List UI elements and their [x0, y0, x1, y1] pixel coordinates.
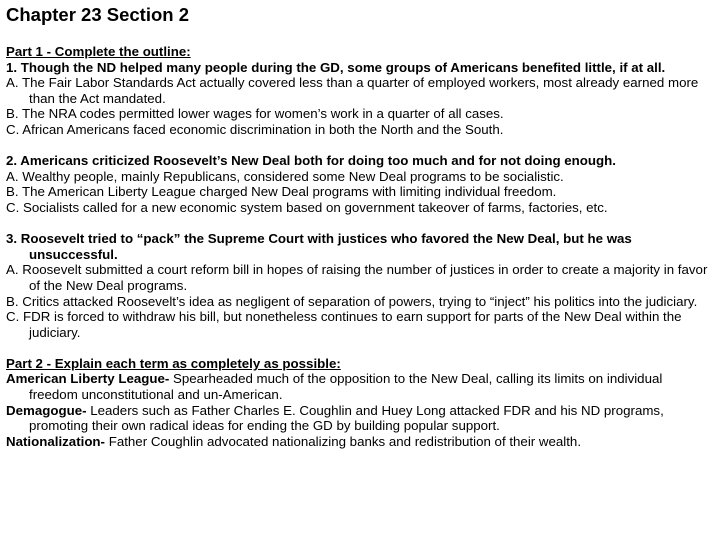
term-entry — [6, 434, 714, 450]
outline-sub-point: A. Wealthy people, mainly Republicans, considered some New Deal programs to be socialistic. — [6, 168, 564, 184]
page-title: Chapter 23 Section 2 — [6, 4, 190, 25]
outline-sub-point: B. The NRA codes permitted lower wages for women’s work in a quarter of all cases. — [6, 106, 504, 122]
part2-heading: Part 2 - Explain each term as completely as possible: — [6, 355, 341, 371]
term-entry — [6, 371, 714, 402]
outline-sub-point: B. Critics attacked Roosevelt’s idea as negligent of separation of powers, trying to “inject” his politics into the judiciary. — [6, 293, 698, 309]
outline-sub-point: C. FDR is forced to withdraw his bill, but nonetheless continues to earn support for parts of the New Deal within the judiciary. — [6, 309, 682, 340]
outline-item-2 — [6, 153, 714, 215]
outline-sub-point: A. The Fair Labor Standards Act actually covered less than a quarter of employed workers, most already earned more than the Act mandated. — [6, 75, 699, 106]
term-definition: Leaders such as Father Charles E. Coughlin and Huey Long attacked FDR and his ND programs, promoting their own radical ideas for ending the GD by building popular support. — [29, 402, 664, 434]
term-label: Nationalization- — [6, 433, 105, 449]
outline-sub-point: A. Roosevelt submitted a court reform bill in hopes of raising the number of justices in order to create a majority in favor of the New Deal programs. — [6, 262, 708, 293]
term-label: Demagogue- — [6, 402, 87, 418]
outline-main-point: 3. Roosevelt tried to “pack” the Supreme Court with justices who favored the New Deal, but he was unsuccessful. — [6, 231, 632, 262]
term-definition: Spearheaded much of the opposition to the New Deal, calling its limits on individual freedom unconstitutional and un-American. — [29, 371, 663, 403]
term-definition: Father Coughlin advocated nationalizing banks and redistribution of their wealth. — [105, 433, 582, 449]
spacer — [6, 340, 714, 356]
document-page — [6, 4, 714, 449]
term-entry — [6, 403, 714, 434]
outline-sub-point: C. African Americans faced economic discrimination in both the North and the South. — [6, 121, 504, 137]
spacer — [6, 138, 714, 154]
spacer — [6, 216, 714, 232]
outline-main-point: 1. Though the ND helped many people during the GD, some groups of Americans benefited little, if at all. — [6, 59, 666, 75]
outline-item-1 — [6, 60, 714, 138]
outline-main-point: 2. Americans criticized Roosevelt’s New Deal both for doing too much and for not doing enough. — [6, 153, 616, 169]
part1-heading: Part 1 - Complete the outline: — [6, 44, 191, 59]
term-label: American Liberty League- — [6, 371, 170, 387]
outline-item-3 — [6, 231, 714, 340]
outline-sub-point: B. The American Liberty League charged New Deal programs with limiting individual freedom. — [6, 184, 557, 200]
outline-sub-point: C. Socialists called for a new economic system based on government takeover of farms, factories, etc. — [6, 199, 608, 215]
